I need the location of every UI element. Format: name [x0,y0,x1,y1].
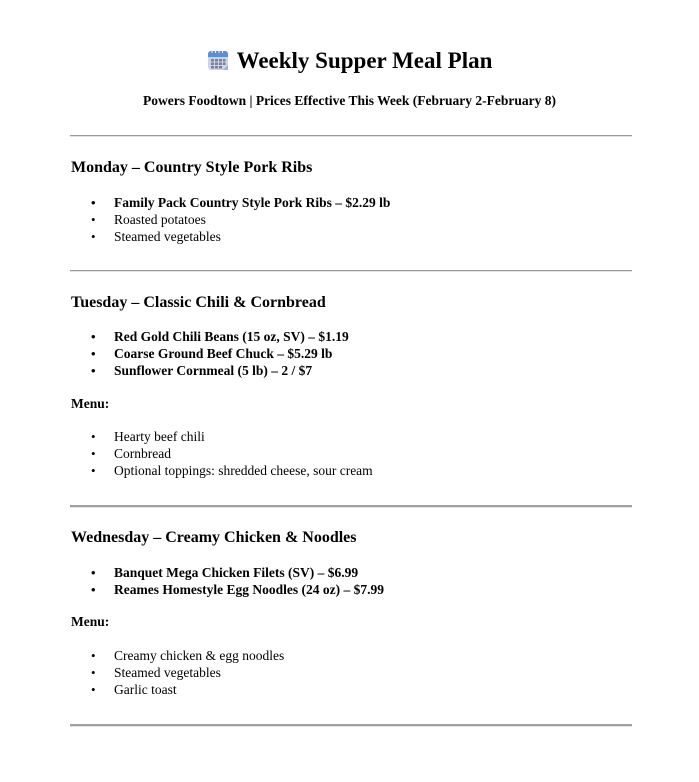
list-item: • Garlic toast [71,681,284,698]
list-item: • Red Gold Chili Beans (15 oz, SV) – $1.19 [71,328,349,345]
list-item: • Optional toppings: shredded cheese, sour cream [71,462,373,479]
tuesday-items [71,328,349,379]
list-item: • Steamed vegetables [71,664,284,681]
list-item: • Cornbread [71,445,373,462]
title-text: Weekly Supper Meal Plan [236,48,493,73]
page-title [0,46,699,76]
list-item: • Reames Homestyle Egg Noodles (24 oz) – $7.99 [71,581,384,598]
wednesday-items [71,564,384,598]
wednesday-menu-label: Menu: [71,614,110,629]
wednesday-menu [71,647,284,698]
divider [70,724,632,727]
tuesday-menu-label: Menu: [71,396,110,411]
list-item: • Family Pack Country Style Pork Ribs – $2.29 lb [71,194,390,211]
list-item: • Hearty beef chili [71,428,373,445]
tuesday-heading: Tuesday – Classic Chili & Cornbread [71,294,326,311]
list-item: • Creamy chicken & egg noodles [71,647,284,664]
monday-items [71,194,390,245]
list-item: • Coarse Ground Beef Chuck – $5.29 lb [71,345,349,362]
list-item: • Banquet Mega Chicken Filets (SV) – $6.99 [71,564,384,581]
page-subtitle: Powers Foodtown | Prices Effective This Week (February 2-February 8) [142,93,557,108]
list-item: • Steamed vegetables [71,228,390,245]
wednesday-heading: Wednesday – Creamy Chicken & Noodles [71,529,357,546]
list-item: • Roasted potatoes [71,211,390,228]
list-item: • Sunflower Cornmeal (5 lb) – 2 / $7 [71,362,349,379]
divider [70,270,632,272]
calendar-icon [207,49,229,71]
divider [70,135,632,137]
monday-heading: Monday – Country Style Pork Ribs [71,159,313,176]
tuesday-menu [71,428,373,479]
divider [70,505,632,508]
